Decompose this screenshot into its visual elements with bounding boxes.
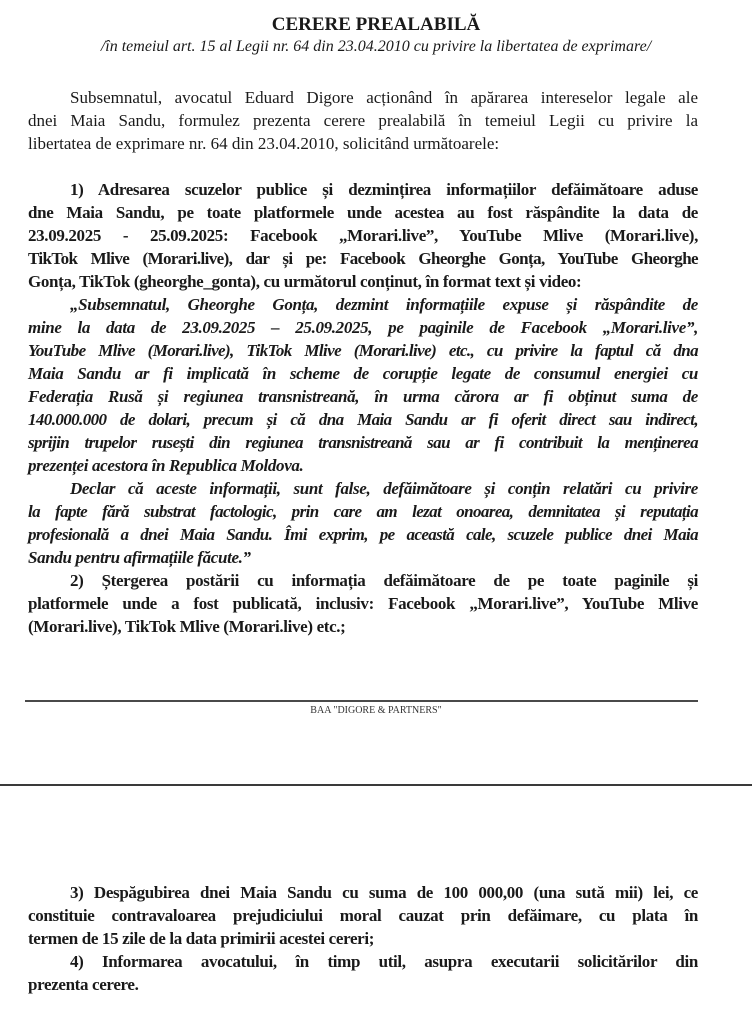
item3-line: constituie contravaloarea prejudiciului moral cauzat prin defăimare, cu plata în bbox=[28, 906, 698, 925]
declar-line: Sandu pentru afirmațiile făcute.” bbox=[28, 548, 251, 567]
quote-line: prezenței acestora în Republica Moldova. bbox=[28, 456, 304, 475]
intro-line: Subsemnatul, avocatul Eduard Digore acționând în apărarea intereselor legale ale bbox=[70, 88, 698, 107]
item2-line: (Morari.live), TikTok Mlive (Morari.live) etc.; bbox=[28, 617, 346, 636]
quote-line: „Subsemnatul, Gheorghe Gonța, dezmint informațiile expuse și răspândite de bbox=[70, 295, 698, 314]
quote-line: Federația Rusă și regiunea transnistreană, în urma cărora ar fi obținut suma de bbox=[28, 387, 698, 406]
quote-line: Maia Sandu ar fi implicată în scheme de corupție legate de consumul energiei cu bbox=[28, 364, 698, 383]
quote-line: mine la data de 23.09.2025 – 25.09.2025, pe paginile de Facebook „Morari.live”, bbox=[28, 318, 698, 337]
declar-line: Declar că aceste informații, sunt false, defăimătoare și conțin relatări cu privire bbox=[70, 479, 698, 498]
quote-line: 140.000.000 de dolari, precum și că dna Maia Sandu ar fi oferit direct sau indirect, bbox=[28, 410, 698, 429]
intro-line: libertatea de exprimare nr. 64 din 23.04.2010, solicitând următoarele: bbox=[28, 134, 500, 153]
item1-line: dne Maia Sandu, pe toate platformele unde acestea au fost răspândite la data de bbox=[28, 203, 698, 222]
item2-line: platformele unde a fost publicată, inclusiv: Facebook „Morari.live”, YouTube Mlive bbox=[28, 594, 698, 613]
item1-line: TikTok Mlive (Morari.live), dar și pe: Facebook Gheorghe Gonța, YouTube Gheorghe bbox=[28, 249, 698, 268]
footer-firm-name: BAA "DIGORE & PARTNERS" bbox=[310, 705, 442, 716]
quote-line: YouTube Mlive (Morari.live), TikTok Mlive (Morari.live) etc., cu privire la faptul că dna bbox=[28, 341, 698, 360]
document-title: CERERE PREALABILĂ bbox=[271, 14, 481, 35]
item4-line: prezenta cerere. bbox=[28, 975, 139, 994]
declar-line: profesională a dnei Maia Sandu. Îmi exprim, pe această cale, scuzele publice dnei Maia bbox=[28, 525, 698, 544]
intro-line: dnei Maia Sandu, formulez prezenta cerere prealabilă în temeiul Legii cu privire la bbox=[28, 111, 698, 130]
item2-line: 2) Ștergerea postării cu informația defăimătoare de pe toate paginile și bbox=[70, 571, 698, 590]
quote-line: sprijin trupelor rusești din regiunea transnistreană sau ar fi contribuit la menținerea bbox=[28, 433, 698, 452]
item4-line: 4) Informarea avocatului, în timp util, asupra executarii solicitărilor din bbox=[70, 952, 698, 971]
page-break-divider bbox=[0, 784, 752, 786]
item1-line: 23.09.2025 - 25.09.2025: Facebook „Morari.live”, YouTube Mlive (Morari.live), bbox=[28, 226, 698, 245]
item1-line: 1) Adresarea scuzelor publice și dezmințirea informațiilor defăimătoare aduse bbox=[70, 180, 698, 199]
item3-line: 3) Despăgubirea dnei Maia Sandu cu suma de 100 000,00 (una sută mii) lei, ce bbox=[70, 883, 698, 902]
footer-divider bbox=[25, 700, 698, 702]
item3-line: termen de 15 zile de la data primirii acestei cereri; bbox=[28, 929, 375, 948]
document-subtitle: /în temeiul art. 15 al Legii nr. 64 din 23.04.2010 cu privire la libertatea de exprimare/ bbox=[100, 38, 652, 55]
declar-line: la fapte fără substrat factologic, prin care am lezat onoarea, demnitatea și reputația bbox=[28, 502, 698, 521]
item1-line: Gonța, TikTok (gheorghe_gonta), cu următorul conținut, în format text și video: bbox=[28, 272, 582, 291]
